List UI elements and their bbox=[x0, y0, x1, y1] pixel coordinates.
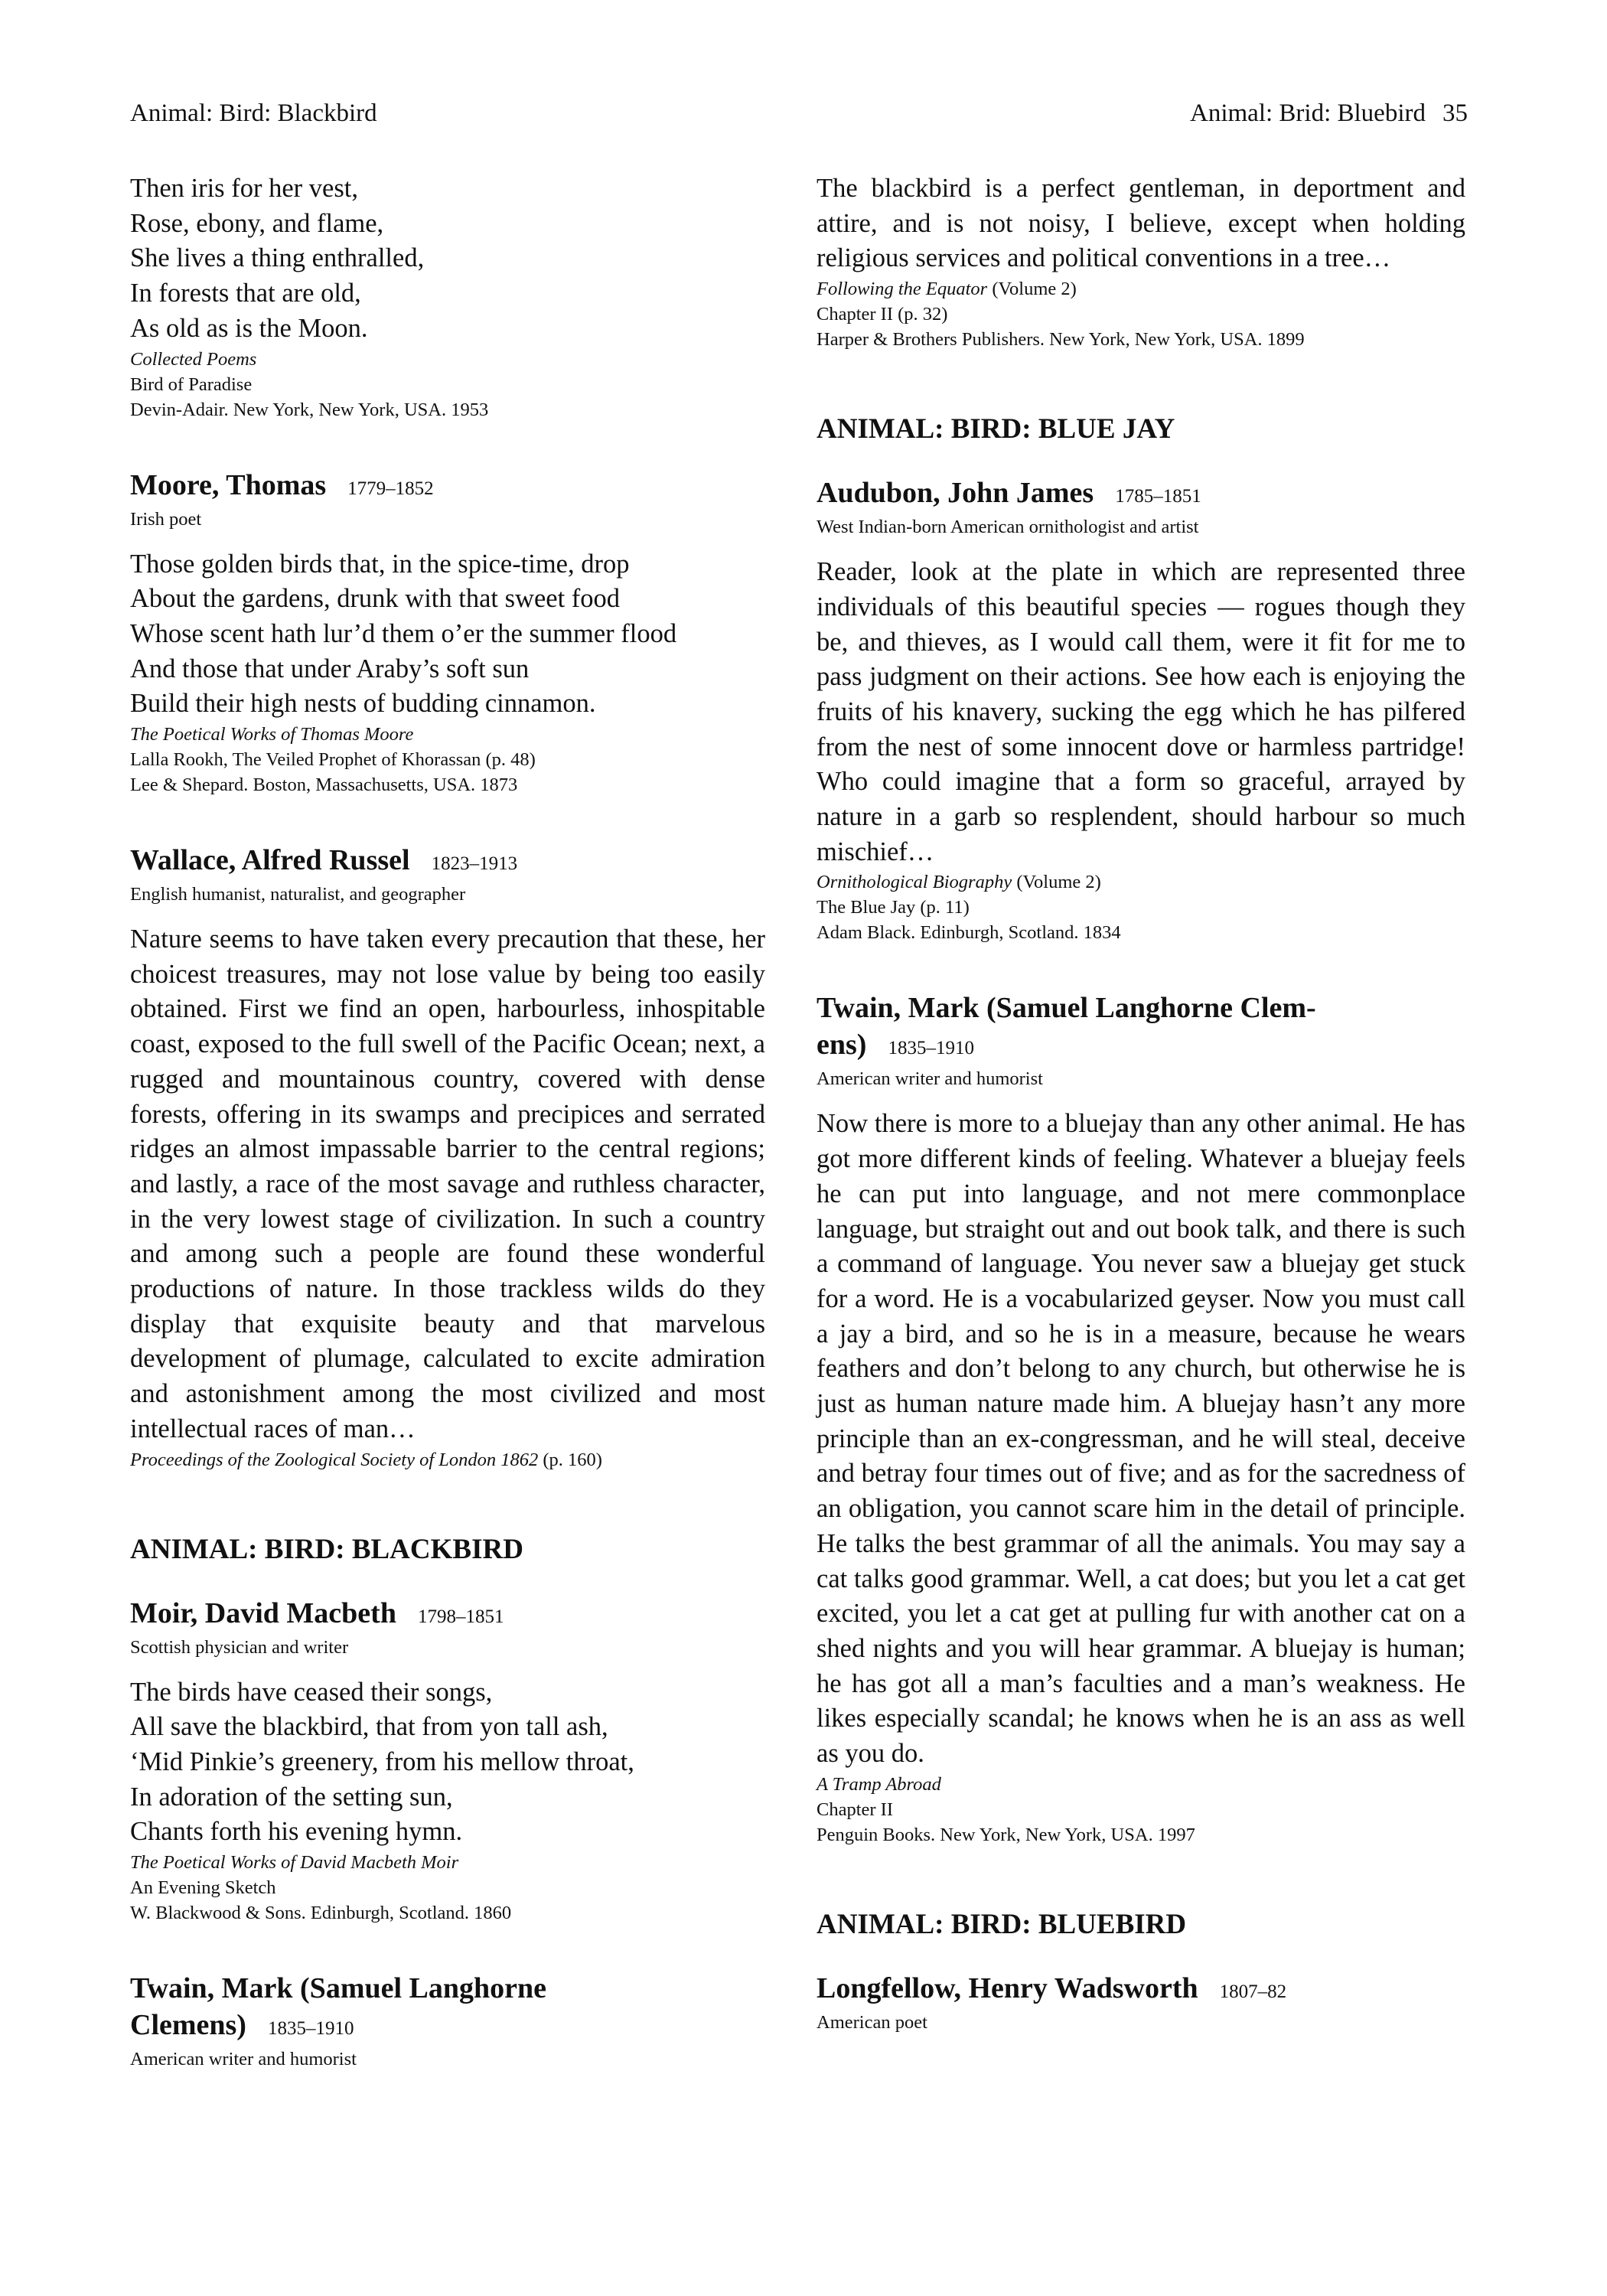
citation-work: Chapter II (p. 32) bbox=[817, 304, 948, 325]
citation-title: Ornithological Biography bbox=[817, 872, 1012, 893]
author-dates: 1823–1913 bbox=[431, 853, 518, 875]
entry-moir bbox=[130, 1595, 765, 1926]
continued-verse-entry bbox=[130, 171, 765, 422]
entry-wallace bbox=[130, 842, 765, 1473]
section-heading-bluebird: ANIMAL: BIRD: BLUEBIRD bbox=[817, 1908, 1187, 1940]
verse-line: Build their high nests of budding cinnamon. bbox=[130, 689, 596, 719]
running-head-right-text: Animal: Brid: Bluebird bbox=[1190, 99, 1426, 127]
entry-longfellow bbox=[817, 1970, 1465, 2035]
citation-line bbox=[130, 1447, 765, 1473]
author-dates: 1779–1852 bbox=[347, 478, 434, 499]
entry-audubon bbox=[817, 475, 1465, 945]
continued-twain-quote bbox=[817, 171, 1465, 352]
quote-text: Reader, look at the plate in which are represented three individuals of this beautiful species — rogues though they be, and thieves, as I would call them, were it fit for me to pass judgment on their actions. See how each is enjoying the fruits of his knavery, sucking the egg which he has pilfered from the nest of some innocent dove or harmless partridge! Who could imagine that a form so graceful, arrayed by nature in a garb so resplendent, should harbour so much mischief… bbox=[817, 557, 1465, 866]
citation-title: Following the Equator bbox=[817, 279, 988, 300]
author-description: Irish poet bbox=[130, 508, 202, 530]
author-heading bbox=[130, 842, 765, 882]
author-description: American writer and humorist bbox=[130, 2049, 357, 2070]
author-name: Moir, David Macbeth bbox=[130, 1596, 396, 1629]
verse-lines bbox=[130, 547, 765, 722]
right-column bbox=[817, 171, 1465, 2050]
citation-publisher: Penguin Books. New York, New York, USA. 1997 bbox=[817, 1824, 1195, 1845]
section-heading-blackbird: ANIMAL: BIRD: BLACKBIRD bbox=[130, 1533, 523, 1565]
quote-text: Nature seems to have taken every precaution that these, her choicest treasures, may not lose value by being too easily obtained. First we find an open, harbourless, inhospitable coast, exposed to the full swell of the Pacific Ocean; next, a rugged and mountainous country, covered with dense forests, offering in its swamps and precipices and serrated ridges an almost impassable barrier to the central regions; and lastly, a race of the most savage and ruthless character, in the very lowest stage of civilization. In such a country and among such a people are found these wonderful productions of nature. In those trackless wilds do they display that exquisite beauty and that marvelous development of plumage, calculated to excite admiration and astonishment among the most civilized and most intellectual races of man… bbox=[130, 925, 765, 1443]
author-dates: 1785–1851 bbox=[1115, 486, 1201, 507]
citation-publisher: W. Blackwood & Sons. Edinburgh, Scotland. 1860 bbox=[130, 1903, 512, 1924]
quote-text: Now there is more to a bluejay than any other animal. He has got more different kinds of feeling. Whatever a bluejay feels he can put into language, and not mere commonplace language, but straight out and out book talk, and there is such a command of language. You never saw a bluejay get stuck for a word. He is a vocabularized geyser. Now you must call a jay a bird, and so he is in a measure, because he wears feathers and don’t belong to any church, but otherwise he is just as human nature made him. A bluejay hasn’t any more principle than an ex-congressman, and he will steal, deceive and betray four times out of five; and as for the sacredness of an obligation, you cannot scare him in the detail of principle. He talks the best grammar of all the animals. You may say a cat talks good grammar. Well, a cat does; but you let a cat get excited, you let a cat get at pulling fur with another cat on a shed nights and you will hear grammar. A bluejay is human; he has got all a man’s faculties and a man’s weakness. He likes especially scandal; he knows when he is an ass as well as you do. bbox=[817, 1109, 1465, 1769]
author-dates: 1798–1851 bbox=[417, 1606, 504, 1627]
citation-volume: (Volume 2) bbox=[1012, 872, 1101, 893]
entry-twain-bluejay bbox=[817, 990, 1465, 1847]
verse-line: The birds have ceased their songs, bbox=[130, 1677, 493, 1707]
author-description: West Indian-born American ornithologist and artist bbox=[817, 517, 1199, 538]
author-description: English humanist, naturalist, and geographer bbox=[130, 884, 466, 905]
citation-line bbox=[817, 276, 1465, 302]
verse-line: She lives a thing enthralled, bbox=[130, 243, 425, 273]
author-dates: 1807–82 bbox=[1219, 1981, 1287, 2002]
left-column bbox=[130, 171, 765, 2087]
citation-title: A Tramp Abroad bbox=[817, 1773, 941, 1795]
author-name: Wallace, Alfred Russel bbox=[130, 844, 410, 877]
citation-publisher: Harper & Brothers Publishers. New York, New York, USA. 1899 bbox=[817, 329, 1305, 351]
verse-line: Whose scent hath lur’d them o’er the summer flood bbox=[130, 618, 677, 648]
citation-title: The Poetical Works of Thomas Moore bbox=[130, 724, 414, 745]
author-heading bbox=[817, 475, 1465, 515]
citation-publisher: Adam Black. Edinburgh, Scotland. 1834 bbox=[817, 922, 1121, 944]
author-dates: 1835–1910 bbox=[888, 1038, 974, 1059]
citation-title: Proceedings of the Zoological Society of London 1862 bbox=[130, 1449, 539, 1470]
author-heading bbox=[130, 467, 765, 507]
verse-line: And those that under Araby’s soft sun bbox=[130, 654, 530, 683]
verse-lines bbox=[130, 171, 765, 347]
verse-lines bbox=[130, 1675, 765, 1851]
author-description: American poet bbox=[817, 2011, 927, 2033]
citation-work: Bird of Paradise bbox=[130, 373, 253, 395]
citation-work: An Evening Sketch bbox=[130, 1877, 276, 1899]
citation-volume: (Volume 2) bbox=[987, 279, 1077, 300]
running-head-right bbox=[1190, 98, 1468, 129]
verse-line: Rose, ebony, and flame, bbox=[130, 208, 384, 238]
citation-page: (p. 160) bbox=[538, 1449, 602, 1470]
author-name: Longfellow, Henry Wadsworth bbox=[817, 1971, 1198, 2004]
citation-work: Chapter II bbox=[817, 1799, 893, 1820]
citation-title: The Poetical Works of David Macbeth Moir bbox=[130, 1852, 459, 1874]
author-description: Scottish physician and writer bbox=[130, 1636, 349, 1658]
verse-line: Chants forth his evening hymn. bbox=[130, 1817, 463, 1847]
quote-text: The blackbird is a perfect gentleman, in deportment and attire, and is not noisy, I believe, except when holding religious services and political conventions in a tree… bbox=[817, 174, 1465, 273]
verse-line: Those golden birds that, in the spice-time, drop bbox=[130, 549, 630, 579]
citation-work: The Blue Jay (p. 11) bbox=[817, 897, 970, 918]
author-heading bbox=[130, 1595, 765, 1636]
entry-twain-blackbird bbox=[130, 1970, 765, 2072]
verse-line: All save the blackbird, that from yon tall ash, bbox=[130, 1712, 608, 1742]
verse-line: ‘Mid Pinkie’s greenery, from his mellow throat, bbox=[130, 1746, 634, 1776]
section-heading-blue-jay: ANIMAL: BIRD: BLUE JAY bbox=[817, 413, 1175, 445]
citation-publisher: Lee & Shepard. Boston, Massachusetts, USA. 1873 bbox=[130, 775, 518, 796]
author-heading bbox=[817, 1026, 1465, 1067]
running-head-left: Animal: Bird: Blackbird bbox=[130, 99, 377, 127]
author-heading bbox=[817, 1970, 1465, 2011]
citation-work: Lalla Rookh, The Veiled Prophet of Khorassan (p. 48) bbox=[130, 749, 536, 771]
author-name-line-1: Twain, Mark (Samuel Langhorne Clem- bbox=[817, 992, 1316, 1025]
citation-title: Collected Poems bbox=[130, 348, 257, 370]
verse-line: About the gardens, drunk with that sweet food bbox=[130, 584, 621, 614]
author-name: Audubon, John James bbox=[817, 477, 1094, 510]
page-number: 35 bbox=[1442, 99, 1468, 127]
author-name-line-2: ens) bbox=[817, 1029, 867, 1062]
author-name-line-2: Clemens) bbox=[130, 2009, 246, 2042]
author-name: Moore, Thomas bbox=[130, 468, 327, 501]
verse-line: In forests that are old, bbox=[130, 279, 361, 308]
author-description: American writer and humorist bbox=[817, 1068, 1043, 1090]
author-dates: 1835–1910 bbox=[267, 2018, 354, 2040]
citation-line bbox=[817, 869, 1465, 895]
verse-line: In adoration of the setting sun, bbox=[130, 1782, 453, 1812]
verse-line: Then iris for her vest, bbox=[130, 174, 358, 203]
verse-line: As old as is the Moon. bbox=[130, 313, 368, 343]
entry-moore bbox=[130, 467, 765, 798]
citation-publisher: Devin-Adair. New York, New York, USA. 1953 bbox=[130, 399, 489, 420]
author-name-line-1: Twain, Mark (Samuel Langhorne bbox=[130, 1972, 547, 2005]
author-heading bbox=[130, 2007, 765, 2047]
